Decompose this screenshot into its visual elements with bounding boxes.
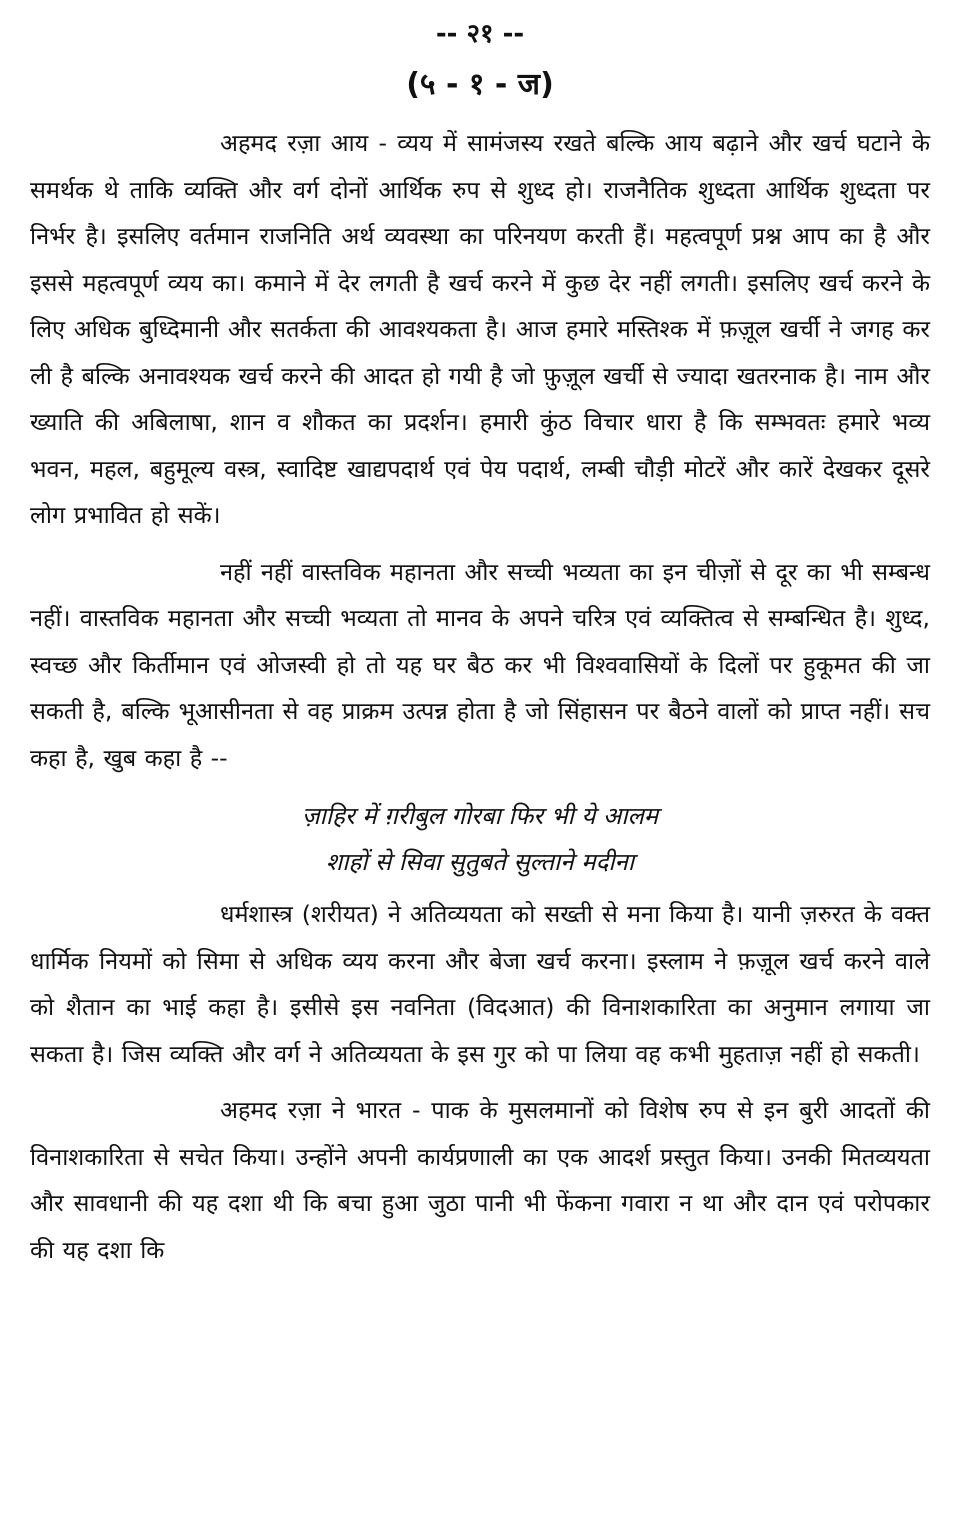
document-page: [30, 12, 930, 1283]
paragraph-4: अहमद रज़ा ने भारत - पाक के मुसलमानों को विशेष रुप से इन बुरी आदतों की विनाशकारिता से सचेत किया। उन्होंने अपनी कार्यप्रणाली का एक आदर्श प्रस्तुत किया। उनकी मितव्ययता और सावधानी की यह दशा थी कि बचा हुआ जुठा पानी भी फेंकना गवारा न था और दान एवं परोपकार की यह दशा कि: [30, 1096, 930, 1264]
paragraph-1: अहमद रज़ा आय - व्यय में सामंजस्य रखते बल्कि आय बढ़ाने और खर्च घटाने के समर्थक थे ताकि व्यक्ति और वर्ग दोनों आर्थिक रुप से शुध्द हो। राजनैतिक शुध्दता आर्थिक शुध्दता पर निर्भर है। इसलिए वर्तमान राजनिति अर्थ व्यवस्था का परिनयण करती हैं। महत्वपूर्ण प्रश्न आप का है और इससे महत्वपूर्ण व्यय का। कमाने में देर लगती है खर्च करने में कुछ देर नहीं लगती। इसलिए खर्च करने के लिए अधिक बुध्दिमानी और सतर्कता की आवश्यकता है। आज हमारे मस्तिश्क में फ़ज़ूल खर्ची ने जगह कर ली है बल्कि अनावश्यक खर्च करने की आदत हो गयी है जो फ़ुज़ूल खर्ची से ज्यादा खतरनाक है। नाम और ख्याति की अबिलाषा, शान व शौकत का प्रदर्शन। हमारी कुंठ विचार धारा है कि सम्भवतः हमारे भव्य भवन, महल, बहुमूल्य वस्त्र, स्वादिष्ट खाद्यपदार्थ एवं पेय पदार्थ, लम्बी चौड़ी मोटरें और कारें देखकर दूसरे लोग प्रभावित हो सकें।: [30, 129, 930, 529]
section-heading: (५ - १ - ज): [406, 67, 554, 102]
paragraph-2: नहीं नहीं वास्तविक महानता और सच्ची भव्यता का इन चीज़ों से दूर का भी सम्बन्ध नहीं। वास्तविक महानता और सच्ची भव्यता तो मानव के अपने चरित्र एवं व्यक्तित्व से सम्बन्धित है। शुध्द, स्वच्छ और किर्तीमान एवं ओजस्वी हो तो यह घर बैठ कर भी विश्ववासियों के दिलों पर हुकूमत की जा सकती है, बल्कि भूआसीनता से वह प्राक्रम उत्पन्न होता है जो सिंहासन पर बैठने वालों को प्राप्त नहीं। सच कहा है, खुब कहा है --: [30, 557, 930, 772]
verse-block: [30, 793, 930, 885]
verse-line-1: ज़ाहिर में ग़रीबुल गोरबा फिर भी ये आलम: [301, 802, 659, 830]
page-number: -- २१ --: [435, 19, 525, 49]
verse-line-2: शाहों से सिवा सुतुबते सुल्ताने मदीना: [325, 848, 635, 876]
paragraph-3: धर्मशास्त्र (शरीयत) ने अतिव्ययता को सख्ती से मना किया है। यानी ज़रुरत के वक्त धार्मिक नियमों को सिमा से अधिक व्यय करना और बेजा खर्च करना। इस्लाम ने फ़ज़ूल खर्च करने वाले को शैतान का भाई कहा है। इसीसे इस नवनिता (विदआत) की विनाशकारिता का अनुमान लगाया जा सकता है। जिस व्यक्ति और वर्ग ने अतिव्ययता के इस गुर को पा लिया वह कभी मुहताज़ नहीं हो सकती।: [30, 900, 930, 1068]
